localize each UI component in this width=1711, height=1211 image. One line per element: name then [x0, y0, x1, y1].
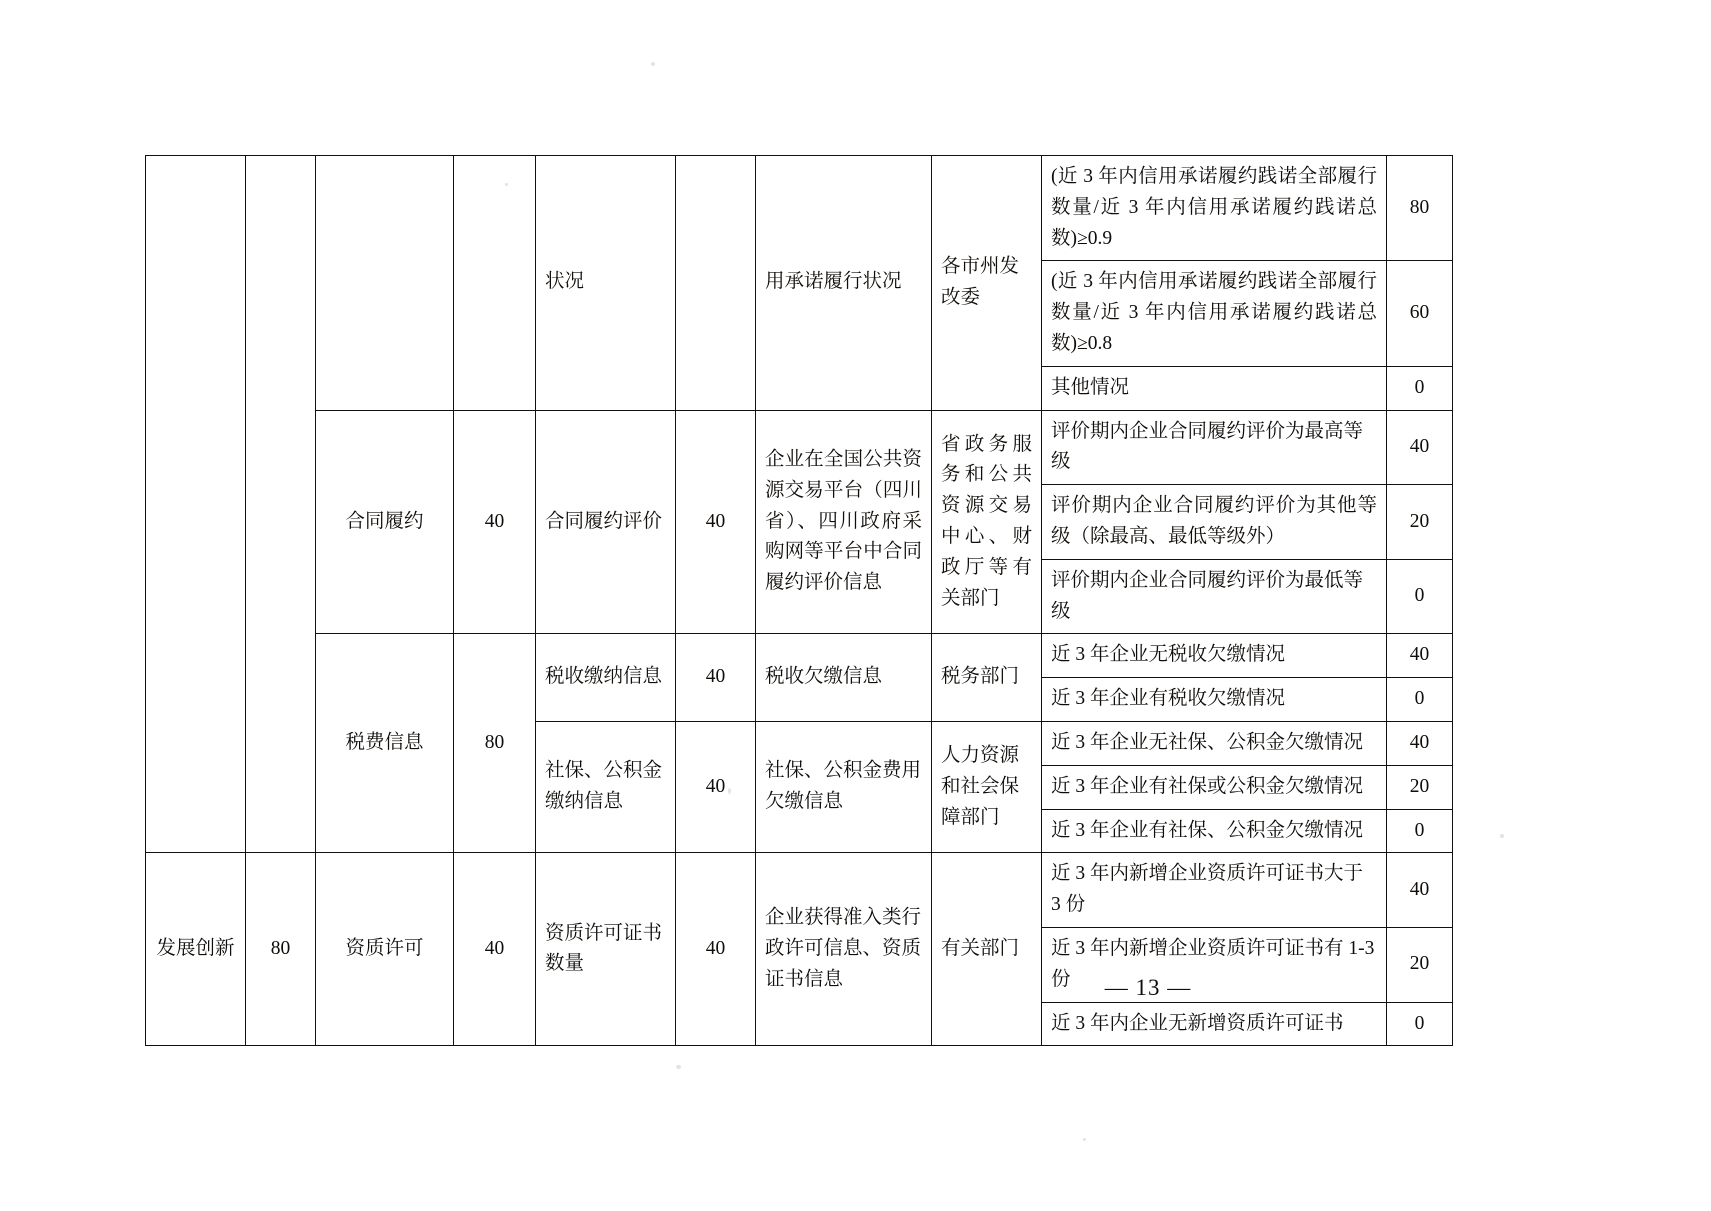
cell-level3-name: 合同履约评价 [536, 410, 676, 634]
scan-speck [676, 1065, 681, 1069]
cell-level2-name: 合同履约 [316, 410, 454, 634]
scan-speck [1500, 834, 1504, 838]
cell-level3-score: 40 [676, 634, 756, 722]
cell-info-content: 社保、公积金费用欠缴信息 [756, 721, 932, 852]
cell-level1-empty [146, 156, 246, 853]
cell-level1-score: 80 [246, 853, 316, 1046]
cell-level2-score: 80 [454, 634, 536, 853]
cell-level2-score: 40 [454, 853, 536, 1046]
cell-level2-name: 税费信息 [316, 634, 454, 853]
cell-level3-score: 40 [676, 721, 756, 852]
cell-criteria: 评价期内企业合同履约评价为其他等级（除最高、最低等级外） [1042, 485, 1387, 560]
cell-level3-name: 资质许可证书数量 [536, 853, 676, 1046]
cell-criteria: (近 3 年内信用承诺履约践诺全部履行数量/近 3 年内信用承诺履约践诺总数)≥0.8 [1042, 261, 1387, 366]
cell-criteria-score: 20 [1387, 927, 1453, 1002]
scan-speck [651, 62, 655, 66]
cell-info-source: 省政务服务和公共资源交易中心、财政厅等有关部门 [932, 410, 1042, 634]
cell-info-source: 人力资源和社会保障部门 [932, 721, 1042, 852]
cell-criteria-score: 40 [1387, 634, 1453, 678]
cell-level3-name: 社保、公积金缴纳信息 [536, 721, 676, 852]
cell-info-content: 企业在全国公共资源交易平台（四川省）、四川政府采购网等平台中合同履约评价信息 [756, 410, 932, 634]
scan-speck [1083, 1138, 1086, 1141]
cell-criteria-score: 20 [1387, 765, 1453, 809]
cell-level3-score: 40 [676, 853, 756, 1046]
cell-criteria-score: 0 [1387, 559, 1453, 634]
scoring-criteria-table [145, 155, 1453, 1046]
cell-level3-score: 40 [676, 410, 756, 634]
cell-criteria-score: 0 [1387, 809, 1453, 853]
cell-criteria-score: 20 [1387, 485, 1453, 560]
cell-criteria: 近 3 年内新增企业资质许可证书有 1-3 份 [1042, 927, 1387, 1002]
cell-level3-name: 状况 [536, 156, 676, 411]
cell-criteria: 近 3 年企业有社保、公积金欠缴情况 [1042, 809, 1387, 853]
cell-criteria: 其他情况 [1042, 366, 1387, 410]
cell-level2-score-empty [454, 156, 536, 411]
cell-criteria: 近 3 年内企业无新增资质许可证书 [1042, 1002, 1387, 1046]
table-row [146, 156, 1453, 261]
cell-criteria: 近 3 年企业无社保、公积金欠缴情况 [1042, 721, 1387, 765]
cell-info-source: 有关部门 [932, 853, 1042, 1046]
scan-speck [505, 183, 508, 186]
cell-info-source: 各市州发改委 [932, 156, 1042, 411]
cell-criteria-score: 0 [1387, 366, 1453, 410]
page-number-label: — 13 — [1104, 975, 1192, 1000]
cell-criteria-score: 80 [1387, 156, 1453, 261]
cell-info-content: 用承诺履行状况 [756, 156, 932, 411]
cell-info-source: 税务部门 [932, 634, 1042, 722]
cell-criteria-score: 40 [1387, 853, 1453, 928]
cell-level2-empty [316, 156, 454, 411]
cell-level2-score: 40 [454, 410, 536, 634]
cell-criteria: 近 3 年企业有社保或公积金欠缴情况 [1042, 765, 1387, 809]
cell-criteria: 近 3 年企业有税收欠缴情况 [1042, 678, 1387, 722]
cell-criteria: 评价期内企业合同履约评价为最低等级 [1042, 559, 1387, 634]
cell-level1-name: 发展创新 [146, 853, 246, 1046]
cell-info-content: 税收欠缴信息 [756, 634, 932, 722]
table-row [146, 634, 1453, 678]
cell-level3-score-empty [676, 156, 756, 411]
cell-level3-name: 税收缴纳信息 [536, 634, 676, 722]
cell-criteria: (近 3 年内信用承诺履约践诺全部履行数量/近 3 年内信用承诺履约践诺总数)≥0.9 [1042, 156, 1387, 261]
cell-criteria: 近 3 年企业无税收欠缴情况 [1042, 634, 1387, 678]
cell-info-content: 企业获得准入类行政许可信息、资质证书信息 [756, 853, 932, 1046]
cell-criteria-score: 0 [1387, 1002, 1453, 1046]
cell-criteria-score: 40 [1387, 721, 1453, 765]
cell-criteria: 近 3 年内新增企业资质许可证书大于 3 份 [1042, 853, 1387, 928]
cell-criteria-score: 0 [1387, 678, 1453, 722]
table-row [146, 410, 1453, 485]
cell-level1-score-empty [246, 156, 316, 853]
cell-criteria-score: 40 [1387, 410, 1453, 485]
scan-speck [728, 788, 731, 794]
table-row [146, 853, 1453, 928]
cell-criteria-score: 60 [1387, 261, 1453, 366]
cell-level2-name: 资质许可 [316, 853, 454, 1046]
page-number [0, 975, 1711, 1001]
cell-criteria: 评价期内企业合同履约评价为最高等级 [1042, 410, 1387, 485]
